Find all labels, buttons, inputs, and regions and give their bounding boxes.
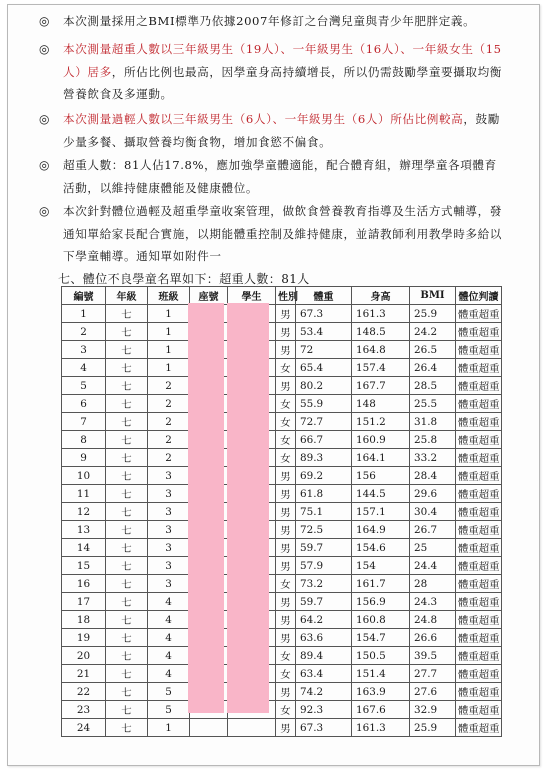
cell-status: 體重超重 [456, 557, 502, 575]
cell-bmi: 30.4 [410, 503, 456, 521]
cell-status: 體重超重 [456, 539, 502, 557]
cell-grade: 七 [106, 521, 148, 539]
cell-status: 體重超重 [456, 341, 502, 359]
cell-class: 1 [148, 341, 190, 359]
cell-bmi: 25.9 [410, 719, 456, 737]
cell-bmi: 25 [410, 539, 456, 557]
cell-height: 161.3 [352, 719, 410, 737]
cell-class: 5 [148, 701, 190, 719]
cell-gender: 男 [276, 629, 296, 647]
cell-weight: 72 [296, 341, 352, 359]
cell-bmi: 26.5 [410, 341, 456, 359]
header-bmi: BMI [410, 287, 456, 305]
cell-grade: 七 [106, 719, 148, 737]
cell-grade: 七 [106, 575, 148, 593]
cell-gender: 男 [276, 467, 296, 485]
cell-weight: 59.7 [296, 539, 352, 557]
cell-grade: 七 [106, 539, 148, 557]
cell-bmi: 25.5 [410, 395, 456, 413]
cell-status: 體重超重 [456, 503, 502, 521]
cell-no: 20 [62, 647, 106, 665]
cell-class: 3 [148, 521, 190, 539]
table-row [62, 665, 502, 683]
cell-status: 體重超重 [456, 323, 502, 341]
cell-no: 18 [62, 611, 106, 629]
cell-gender: 男 [276, 377, 296, 395]
cell-weight: 55.9 [296, 395, 352, 413]
cell-grade: 七 [106, 593, 148, 611]
cell-gender: 女 [276, 395, 296, 413]
cell-gender: 男 [276, 557, 296, 575]
cell-class: 4 [148, 647, 190, 665]
cell-gender: 男 [276, 719, 296, 737]
cell-class: 2 [148, 449, 190, 467]
cell-class: 3 [148, 467, 190, 485]
cell-no: 24 [62, 719, 106, 737]
paragraph-text: 超重人數：81人佔17.8%，應加強學童體適能，配合體育組，辦理學童各項體育活動，以維持健康體能及健康體位。 [63, 158, 497, 195]
cell-weight: 63.6 [296, 629, 352, 647]
cell-no: 4 [62, 359, 106, 377]
cell-height: 161.3 [352, 305, 410, 323]
cell-status: 體重超重 [456, 521, 502, 539]
cell-height: 150.5 [352, 647, 410, 665]
header-weight: 體重 [296, 287, 352, 305]
cell-weight: 80.2 [296, 377, 352, 395]
cell-class: 3 [148, 485, 190, 503]
cell-grade: 七 [106, 395, 148, 413]
cell-no: 14 [62, 539, 106, 557]
cell-class: 4 [148, 665, 190, 683]
table-row [62, 485, 502, 503]
table-row [62, 503, 502, 521]
cell-bmi: 31.8 [410, 413, 456, 431]
cell-grade: 七 [106, 341, 148, 359]
cell-class: 3 [148, 557, 190, 575]
cell-seat [190, 719, 228, 737]
cell-weight: 61.8 [296, 485, 352, 503]
cell-gender: 女 [276, 413, 296, 431]
cell-gender: 男 [276, 683, 296, 701]
cell-grade: 七 [106, 413, 148, 431]
paragraph-overweight-count [39, 154, 503, 199]
cell-no: 8 [62, 431, 106, 449]
cell-bmi: 29.6 [410, 485, 456, 503]
cell-weight: 67.3 [296, 305, 352, 323]
cell-no: 9 [62, 449, 106, 467]
header-seat: 座號 [190, 287, 228, 305]
cell-weight: 74.2 [296, 683, 352, 701]
cell-no: 5 [62, 377, 106, 395]
cell-status: 體重超重 [456, 701, 502, 719]
cell-height: 148.5 [352, 323, 410, 341]
header-no: 編號 [62, 287, 106, 305]
bullet-icon: ◎ [39, 42, 51, 56]
cell-bmi: 28.4 [410, 467, 456, 485]
cell-bmi: 24.2 [410, 323, 456, 341]
cell-gender: 男 [276, 611, 296, 629]
cell-status: 體重超重 [456, 449, 502, 467]
cell-weight: 73.2 [296, 575, 352, 593]
cell-status: 體重超重 [456, 575, 502, 593]
table-row [62, 647, 502, 665]
table-header-row [62, 287, 502, 305]
cell-height: 154.6 [352, 539, 410, 557]
cell-gender: 女 [276, 359, 296, 377]
bullet-icon: ◎ [39, 14, 51, 28]
cell-grade: 七 [106, 467, 148, 485]
table-row [62, 377, 502, 395]
paragraph-text: ，鼓勵少量多餐、攝取營養均衡食物，增加食慾不偏食。 [63, 112, 500, 149]
cell-no: 2 [62, 323, 106, 341]
paragraph-case-management [39, 200, 503, 268]
cell-grade: 七 [106, 557, 148, 575]
cell-grade: 七 [106, 665, 148, 683]
cell-bmi: 33.2 [410, 449, 456, 467]
cell-height: 151.2 [352, 413, 410, 431]
cell-no: 13 [62, 521, 106, 539]
cell-class: 1 [148, 719, 190, 737]
cell-grade: 七 [106, 359, 148, 377]
paragraph-bmi-standard [39, 10, 503, 33]
cell-class: 2 [148, 395, 190, 413]
cell-grade: 七 [106, 305, 148, 323]
redaction-block-name [227, 303, 269, 713]
cell-status: 體重超重 [456, 377, 502, 395]
cell-student [228, 719, 276, 737]
cell-weight: 53.4 [296, 323, 352, 341]
cell-bmi: 24.8 [410, 611, 456, 629]
cell-status: 體重超重 [456, 485, 502, 503]
table-row [62, 395, 502, 413]
cell-bmi: 27.6 [410, 683, 456, 701]
table-row [62, 539, 502, 557]
table-row [62, 305, 502, 323]
cell-weight: 64.2 [296, 611, 352, 629]
cell-weight: 89.4 [296, 647, 352, 665]
cell-no: 19 [62, 629, 106, 647]
cell-bmi: 27.7 [410, 665, 456, 683]
cell-weight: 59.7 [296, 593, 352, 611]
table-row [62, 629, 502, 647]
cell-bmi: 28.5 [410, 377, 456, 395]
cell-height: 144.5 [352, 485, 410, 503]
cell-bmi: 32.9 [410, 701, 456, 719]
cell-grade: 七 [106, 701, 148, 719]
cell-no: 21 [62, 665, 106, 683]
cell-gender: 男 [276, 521, 296, 539]
cell-status: 體重超重 [456, 665, 502, 683]
cell-gender: 男 [276, 305, 296, 323]
table-row [62, 341, 502, 359]
paragraph-overweight-groups [39, 38, 503, 106]
cell-gender: 女 [276, 575, 296, 593]
cell-weight: 89.3 [296, 449, 352, 467]
cell-class: 2 [148, 413, 190, 431]
table-title: 七、體位不良學童名單如下：超重人數：81人 [58, 272, 310, 286]
cell-weight: 69.2 [296, 467, 352, 485]
cell-height: 160.9 [352, 431, 410, 449]
paragraph-text: ，所佔比例也最高，因學童身高持續增長，所以仍需鼓勵學童要攝取均衡營養飲食及多運動。 [63, 64, 502, 101]
header-gender: 性別 [276, 287, 296, 305]
cell-no: 3 [62, 341, 106, 359]
cell-bmi: 26.6 [410, 629, 456, 647]
cell-bmi: 26.4 [410, 359, 456, 377]
cell-gender: 女 [276, 665, 296, 683]
cell-height: 164.9 [352, 521, 410, 539]
cell-height: 164.8 [352, 341, 410, 359]
cell-status: 體重超重 [456, 413, 502, 431]
cell-grade: 七 [106, 485, 148, 503]
cell-weight: 92.3 [296, 701, 352, 719]
cell-bmi: 24.4 [410, 557, 456, 575]
cell-height: 157.1 [352, 503, 410, 521]
cell-class: 4 [148, 611, 190, 629]
cell-no: 16 [62, 575, 106, 593]
table-row [62, 575, 502, 593]
highlighted-text: 本次測量過輕人數以三年級男生（6人）、一年級男生（6人）所佔比例較高 [63, 112, 464, 126]
cell-status: 體重超重 [456, 647, 502, 665]
cell-grade: 七 [106, 377, 148, 395]
cell-no: 17 [62, 593, 106, 611]
cell-grade: 七 [106, 449, 148, 467]
highlighted-text: 本次測量超重人數以三年級男生（19人）、一年級男生（16人）、一年級女生（15人）居多 [63, 42, 502, 79]
cell-height: 157.4 [352, 359, 410, 377]
cell-class: 4 [148, 593, 190, 611]
table-row [62, 413, 502, 431]
cell-height: 151.4 [352, 665, 410, 683]
cell-weight: 75.1 [296, 503, 352, 521]
cell-class: 1 [148, 305, 190, 323]
cell-gender: 男 [276, 593, 296, 611]
cell-status: 體重超重 [456, 359, 502, 377]
cell-weight: 65.4 [296, 359, 352, 377]
cell-height: 167.7 [352, 377, 410, 395]
paragraph-underweight-groups [39, 108, 503, 153]
header-student: 學生 [228, 287, 276, 305]
cell-height: 156.9 [352, 593, 410, 611]
cell-height: 156 [352, 467, 410, 485]
header-status: 體位判讀 [456, 287, 502, 305]
table-row [62, 323, 502, 341]
cell-gender: 男 [276, 323, 296, 341]
cell-bmi: 25.8 [410, 431, 456, 449]
cell-bmi: 25.9 [410, 305, 456, 323]
cell-grade: 七 [106, 647, 148, 665]
cell-status: 體重超重 [456, 629, 502, 647]
cell-height: 154.7 [352, 629, 410, 647]
cell-weight: 66.7 [296, 431, 352, 449]
cell-height: 148 [352, 395, 410, 413]
cell-height: 161.7 [352, 575, 410, 593]
cell-height: 167.6 [352, 701, 410, 719]
table-row [62, 611, 502, 629]
cell-weight: 72.5 [296, 521, 352, 539]
cell-gender: 女 [276, 449, 296, 467]
cell-height: 160.8 [352, 611, 410, 629]
table-row [62, 449, 502, 467]
cell-no: 22 [62, 683, 106, 701]
cell-grade: 七 [106, 629, 148, 647]
table-row [62, 431, 502, 449]
cell-height: 164.1 [352, 449, 410, 467]
cell-no: 7 [62, 413, 106, 431]
cell-class: 1 [148, 323, 190, 341]
cell-gender: 男 [276, 503, 296, 521]
cell-grade: 七 [106, 683, 148, 701]
header-height: 身高 [352, 287, 410, 305]
cell-no: 10 [62, 467, 106, 485]
paragraph-text: 本次測量採用之BMI標準乃依據2007年修訂之台灣兒童與青少年肥胖定義。 [63, 14, 476, 28]
table-row [62, 593, 502, 611]
bullet-icon: ◎ [39, 204, 51, 218]
cell-grade: 七 [106, 503, 148, 521]
header-grade: 年級 [106, 287, 148, 305]
cell-class: 2 [148, 431, 190, 449]
cell-weight: 57.9 [296, 557, 352, 575]
cell-no: 12 [62, 503, 106, 521]
table-row [62, 701, 502, 719]
cell-grade: 七 [106, 323, 148, 341]
cell-gender: 女 [276, 647, 296, 665]
cell-class: 5 [148, 683, 190, 701]
cell-status: 體重超重 [456, 395, 502, 413]
cell-class: 1 [148, 359, 190, 377]
cell-status: 體重超重 [456, 593, 502, 611]
cell-weight: 72.7 [296, 413, 352, 431]
table-row [62, 467, 502, 485]
cell-grade: 七 [106, 611, 148, 629]
cell-height: 154 [352, 557, 410, 575]
cell-bmi: 26.7 [410, 521, 456, 539]
cell-no: 15 [62, 557, 106, 575]
cell-bmi: 28 [410, 575, 456, 593]
cell-grade: 七 [106, 431, 148, 449]
cell-bmi: 39.5 [410, 647, 456, 665]
cell-height: 163.9 [352, 683, 410, 701]
cell-class: 2 [148, 377, 190, 395]
cell-status: 體重超重 [456, 305, 502, 323]
cell-gender: 女 [276, 701, 296, 719]
cell-weight: 67.3 [296, 719, 352, 737]
table-row [62, 521, 502, 539]
header-class: 班級 [148, 287, 190, 305]
cell-gender: 男 [276, 485, 296, 503]
cell-no: 23 [62, 701, 106, 719]
cell-status: 體重超重 [456, 611, 502, 629]
paragraph-text: 本次針對體位過輕及超重學童收案管理，做飲食營養教育指導及生活方式輔導，發通知單給家長配合實施，以期能體重控制及維持健康，並請教師利用教學時多給以下學童輔導。通知單如附件一 [63, 204, 502, 263]
cell-weight: 63.4 [296, 665, 352, 683]
cell-bmi: 24.3 [410, 593, 456, 611]
cell-status: 體重超重 [456, 431, 502, 449]
cell-class: 3 [148, 503, 190, 521]
cell-class: 3 [148, 539, 190, 557]
cell-class: 3 [148, 575, 190, 593]
table-row [62, 359, 502, 377]
table-row [62, 719, 502, 737]
cell-class: 4 [148, 629, 190, 647]
cell-status: 體重超重 [456, 719, 502, 737]
cell-status: 體重超重 [456, 467, 502, 485]
bullet-icon: ◎ [39, 112, 51, 126]
cell-status: 體重超重 [456, 683, 502, 701]
table-row [62, 557, 502, 575]
redaction-block-seat [188, 303, 224, 713]
cell-gender: 男 [276, 341, 296, 359]
table-row [62, 683, 502, 701]
cell-gender: 女 [276, 431, 296, 449]
bullet-icon: ◎ [39, 158, 51, 172]
cell-no: 1 [62, 305, 106, 323]
cell-gender: 男 [276, 539, 296, 557]
cell-no: 11 [62, 485, 106, 503]
cell-no: 6 [62, 395, 106, 413]
student-list-table [61, 286, 502, 737]
